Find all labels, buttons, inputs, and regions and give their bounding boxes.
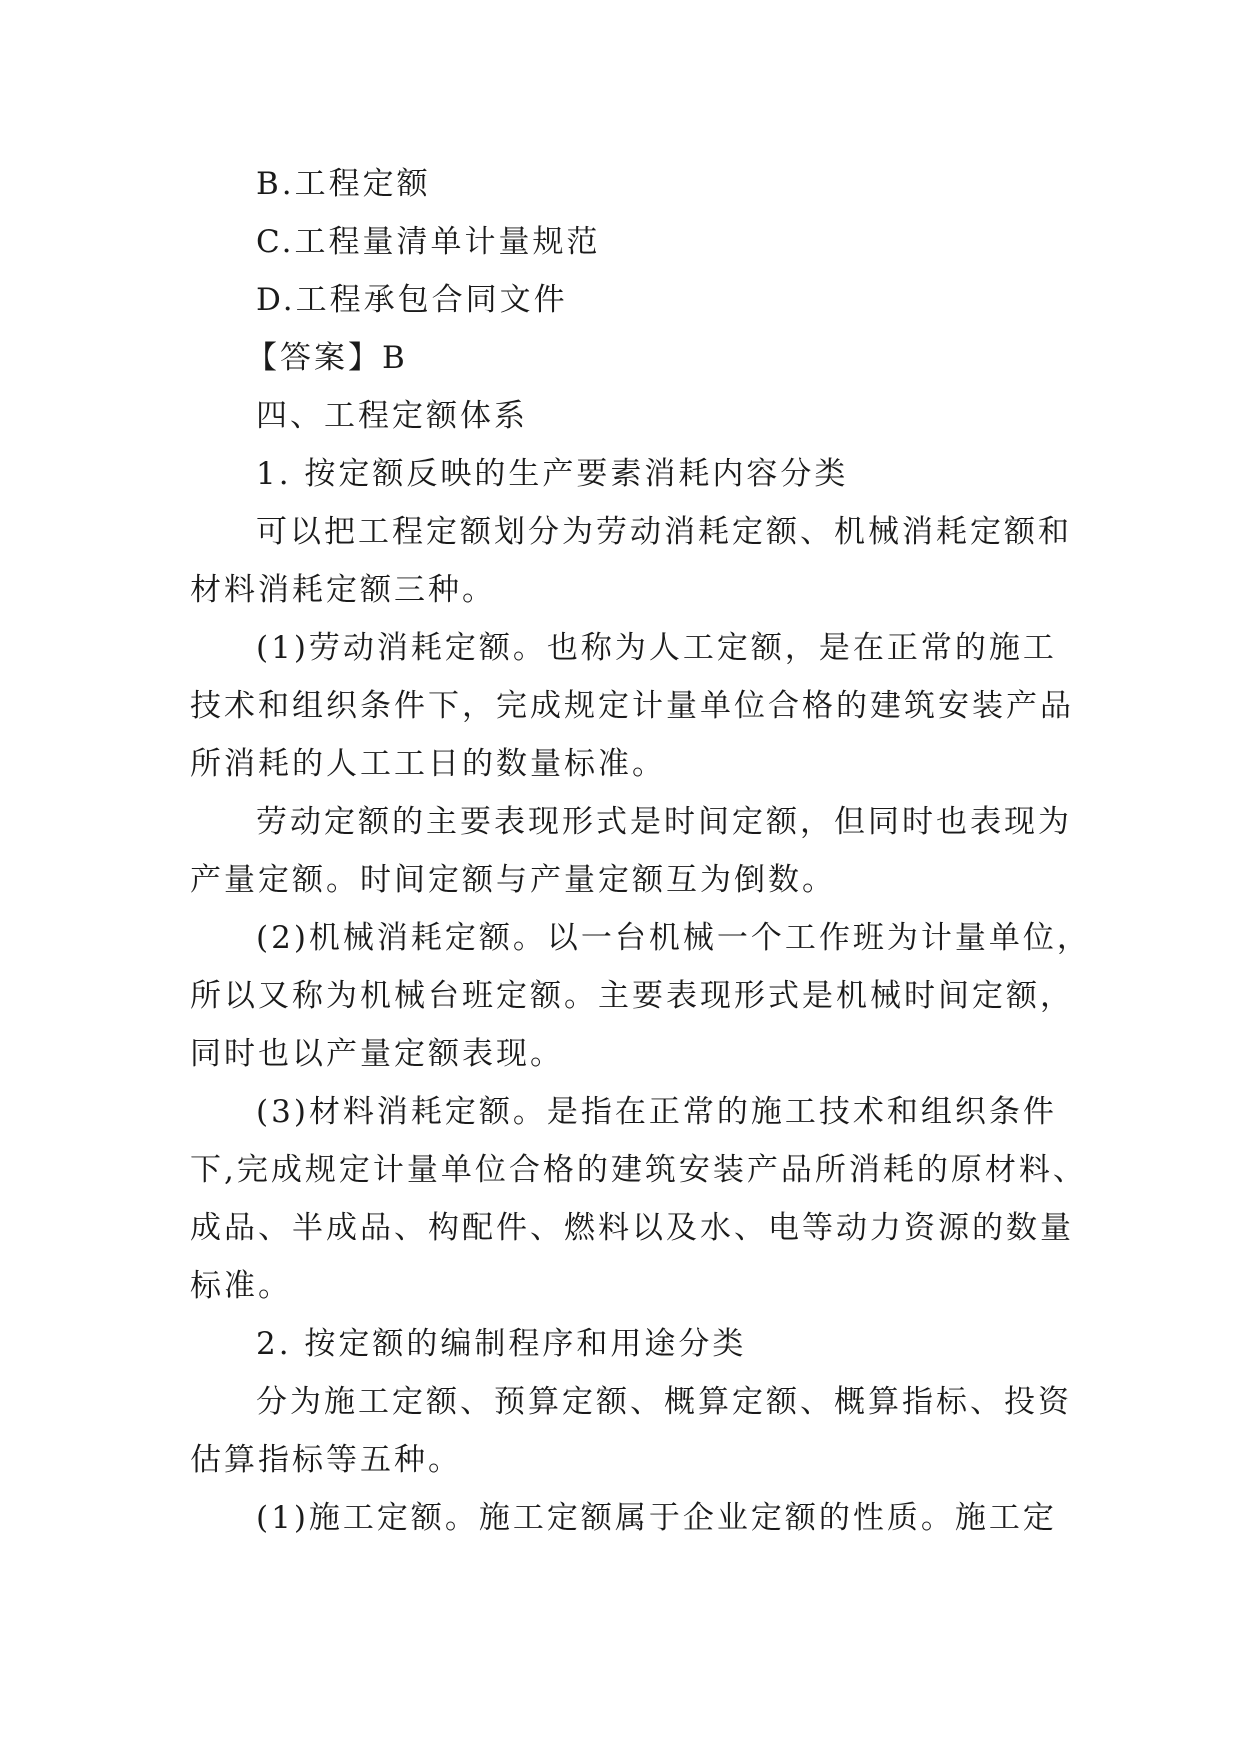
paragraph-line: (2)机械消耗定额。以一台机械一个工作班为计量单位， xyxy=(256,920,1091,956)
paragraph-line: 劳动定额的主要表现形式是时间定额，但同时也表现为 xyxy=(256,804,1072,840)
paragraph-line: (3)材料消耗定额。是指在正常的施工技术和组织条件 xyxy=(256,1094,1057,1130)
paragraph-line: 可以把工程定额划分为劳动消耗定额、机械消耗定额和 xyxy=(256,514,1072,550)
paragraph-line: 同时也以产量定额表现。 xyxy=(190,1036,564,1072)
paragraph-line: 产量定额。时间定额与产量定额互为倒数。 xyxy=(190,862,836,898)
paragraph-line: 材料消耗定额三种。 xyxy=(190,572,496,608)
section-heading: 四、工程定额体系 xyxy=(256,398,528,434)
paragraph-line: 分为施工定额、预算定额、概算定额、概算指标、投资 xyxy=(256,1384,1072,1420)
paragraph-line: (1)施工定额。施工定额属于企业定额的性质。施工定 xyxy=(256,1500,1057,1536)
subsection-heading-2: 2. 按定额的编制程序和用途分类 xyxy=(256,1326,747,1362)
paragraph-line: 成品、半成品、构配件、燃料以及水、电等动力资源的数量 xyxy=(190,1210,1074,1246)
paragraph-line: (1)劳动消耗定额。也称为人工定额，是在正常的施工 xyxy=(256,630,1057,666)
paragraph-line: 标准。 xyxy=(190,1268,292,1304)
subsection-heading-1: 1. 按定额反映的生产要素消耗内容分类 xyxy=(256,456,849,492)
paragraph-line: 估算指标等五种。 xyxy=(190,1442,462,1478)
option-b: B.工程定额 xyxy=(256,166,431,202)
paragraph-line: 技术和组织条件下，完成规定计量单位合格的建筑安装产品 xyxy=(190,688,1074,724)
answer-line: 【答案】B xyxy=(246,340,408,376)
paragraph-line: 所消耗的人工工日的数量标准。 xyxy=(190,746,666,782)
option-c: C.工程量清单计量规范 xyxy=(256,224,601,260)
option-d: D.工程承包合同文件 xyxy=(256,282,568,318)
paragraph-line: 下,完成规定计量单位合格的建筑安装产品所消耗的原材料、 xyxy=(190,1152,1087,1188)
paragraph-line: 所以又称为机械台班定额。主要表现形式是机械时间定额， xyxy=(190,978,1074,1014)
